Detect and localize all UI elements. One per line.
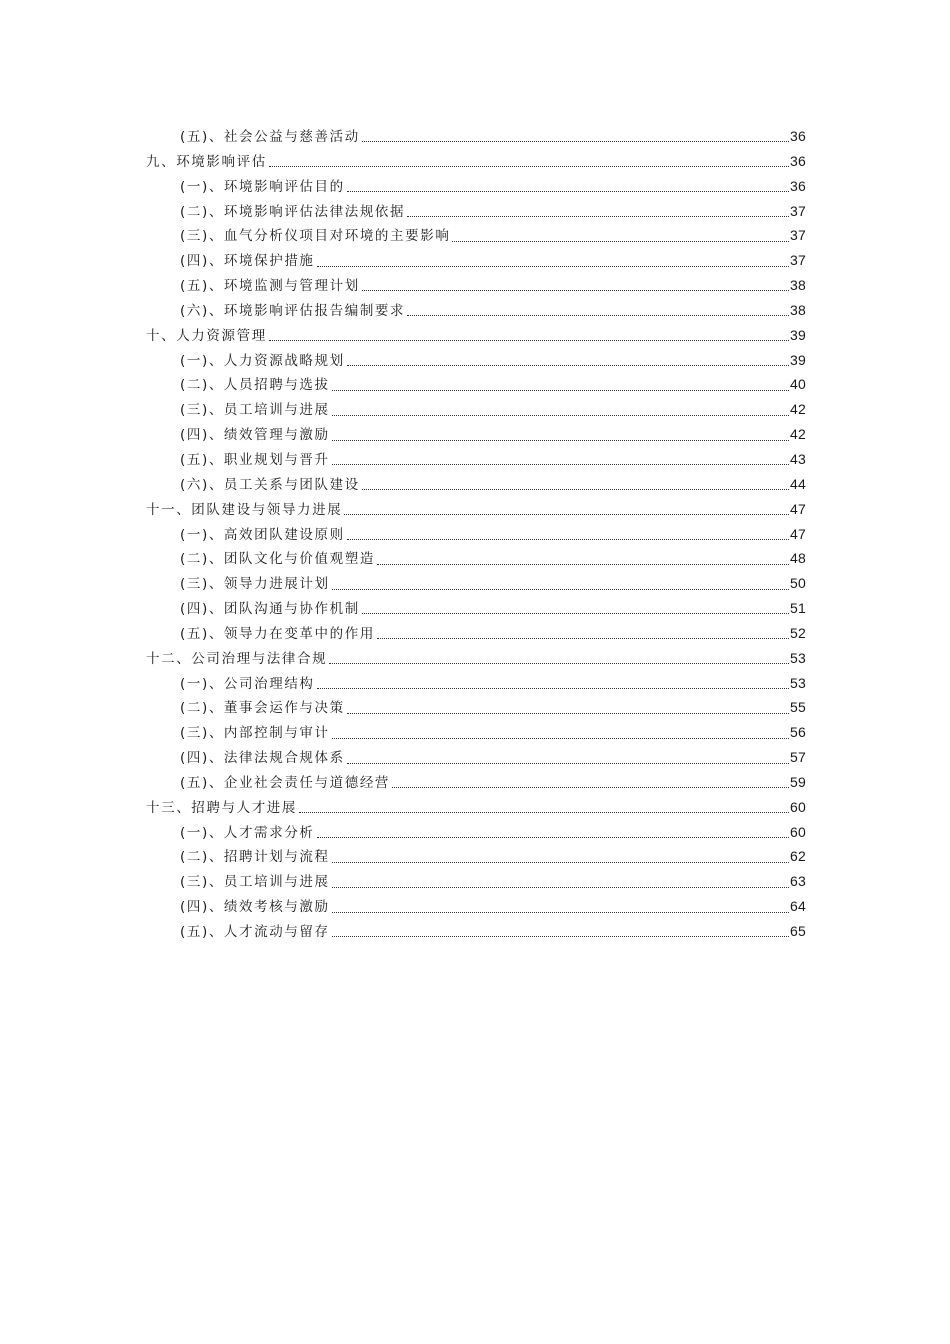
toc-page-number: 36 <box>790 177 806 194</box>
toc-entry-label: (四)、绩效考核与激励 <box>180 899 330 916</box>
toc-section-entry[interactable] <box>146 671 806 696</box>
toc-page-number: 47 <box>790 500 806 517</box>
table-of-contents <box>146 124 806 944</box>
toc-page-number: 63 <box>790 873 806 890</box>
toc-section-entry[interactable] <box>146 273 806 298</box>
toc-entry-label: 十三、招聘与人才进展 <box>146 799 297 816</box>
toc-entry-label: (一)、人力资源战略规划 <box>180 352 345 369</box>
toc-page-number: 38 <box>790 301 806 318</box>
toc-section-entry[interactable] <box>146 348 806 373</box>
toc-section-entry[interactable] <box>146 596 806 621</box>
toc-page-number: 56 <box>790 724 806 741</box>
toc-page-number: 36 <box>790 152 806 169</box>
toc-section-entry[interactable] <box>146 372 806 397</box>
toc-entry-label: (四)、绩效管理与激励 <box>180 427 330 444</box>
toc-section-entry[interactable] <box>146 199 806 224</box>
toc-entry-label: (一)、公司治理结构 <box>180 675 315 692</box>
toc-section-entry[interactable] <box>146 422 806 447</box>
toc-dot-leader <box>347 712 789 714</box>
toc-dot-leader <box>317 265 789 267</box>
toc-dot-leader <box>332 463 789 465</box>
toc-entry-label: 十、人力资源管理 <box>146 327 267 344</box>
toc-page-number: 43 <box>790 450 806 467</box>
toc-dot-leader <box>317 687 789 689</box>
toc-section-entry[interactable] <box>146 695 806 720</box>
toc-section-entry[interactable] <box>146 720 806 745</box>
toc-dot-leader <box>332 588 789 590</box>
toc-entry-label: (五)、职业规划与晋升 <box>180 451 330 468</box>
toc-entry-label: (二)、招聘计划与流程 <box>180 849 330 866</box>
toc-page-number: 39 <box>790 326 806 343</box>
toc-entry-label: (五)、人才流动与留存 <box>180 924 330 940</box>
toc-chapter-entry[interactable] <box>146 323 806 348</box>
toc-entry-label: (四)、团队沟通与协作机制 <box>180 601 360 618</box>
toc-dot-leader <box>377 637 789 639</box>
toc-entry-label: 九、环境影响评估 <box>146 153 267 170</box>
toc-chapter-entry[interactable] <box>146 149 806 174</box>
toc-entry-label: (二)、环境影响评估法律法规依据 <box>180 203 406 220</box>
toc-section-entry[interactable] <box>146 869 806 894</box>
toc-dot-leader <box>332 414 789 416</box>
toc-dot-leader <box>269 339 789 341</box>
toc-page-number: 65 <box>790 923 806 939</box>
toc-section-entry[interactable] <box>146 248 806 273</box>
toc-page-number: 48 <box>790 550 806 567</box>
toc-dot-leader <box>347 190 789 192</box>
toc-dot-leader <box>317 836 789 838</box>
toc-page-number: 38 <box>790 277 806 294</box>
toc-section-entry[interactable] <box>146 770 806 795</box>
toc-dot-leader <box>362 612 789 614</box>
toc-section-entry[interactable] <box>146 745 806 770</box>
toc-dot-leader <box>332 861 789 863</box>
toc-dot-leader <box>377 563 789 565</box>
toc-dot-leader <box>299 811 789 813</box>
toc-page-number: 37 <box>790 227 806 244</box>
toc-entry-label: (三)、血气分析仪项目对环境的主要影响 <box>180 228 451 245</box>
toc-dot-leader <box>452 240 789 242</box>
toc-section-entry[interactable] <box>146 820 806 845</box>
toc-dot-leader <box>332 911 789 913</box>
toc-page-number: 57 <box>790 749 806 766</box>
toc-entry-label: (三)、员工培训与进展 <box>180 402 330 419</box>
toc-dot-leader <box>392 786 789 788</box>
toc-chapter-entry[interactable] <box>146 497 806 522</box>
toc-dot-leader <box>347 762 789 764</box>
toc-dot-leader <box>332 389 789 391</box>
toc-page-number: 55 <box>790 699 806 716</box>
toc-chapter-entry[interactable] <box>146 795 806 820</box>
toc-page-number: 50 <box>790 575 806 592</box>
toc-section-entry[interactable] <box>146 397 806 422</box>
toc-page-number: 60 <box>790 798 806 815</box>
toc-section-entry[interactable] <box>146 447 806 472</box>
toc-section-entry[interactable] <box>146 174 806 199</box>
toc-page-number: 37 <box>790 252 806 269</box>
toc-page-number: 39 <box>790 351 806 368</box>
toc-page-number: 59 <box>790 773 806 790</box>
toc-dot-leader <box>407 314 789 316</box>
toc-page-number: 53 <box>790 649 806 666</box>
toc-page-number: 37 <box>790 202 806 219</box>
toc-entry-label: (四)、法律法规合规体系 <box>180 750 345 767</box>
toc-entry-label: 十一、团队建设与领导力进展 <box>146 501 343 518</box>
toc-page-number: 42 <box>790 426 806 443</box>
toc-entry-label: (五)、领导力在变革中的作用 <box>180 625 375 642</box>
toc-entry-label: (二)、人员招聘与选拔 <box>180 377 330 394</box>
toc-dot-leader <box>332 737 789 739</box>
toc-dot-leader <box>362 289 789 291</box>
toc-entry-label: (六)、环境影响评估报告编制要求 <box>180 302 406 319</box>
toc-page-number: 64 <box>790 898 806 915</box>
toc-section-entry[interactable] <box>146 919 806 944</box>
toc-page-number: 42 <box>790 401 806 418</box>
toc-entry-label: 十二、公司治理与法律合规 <box>146 650 328 667</box>
toc-section-entry[interactable] <box>146 298 806 323</box>
toc-entry-label: (三)、员工培训与进展 <box>180 874 330 891</box>
toc-page-number: 44 <box>790 475 806 492</box>
toc-entry-label: (五)、社会公益与慈善活动 <box>180 129 360 145</box>
toc-section-entry[interactable] <box>146 472 806 497</box>
toc-dot-leader <box>269 165 789 167</box>
toc-page-number: 62 <box>790 848 806 865</box>
toc-page-number: 52 <box>790 624 806 641</box>
toc-section-entry[interactable] <box>146 844 806 869</box>
toc-entry-label: (五)、企业社会责任与道德经营 <box>180 774 391 791</box>
toc-entry-label: (三)、领导力进展计划 <box>180 576 330 593</box>
toc-entry-label: (二)、团队文化与价值观塑造 <box>180 551 375 568</box>
toc-entry-label: (四)、环境保护措施 <box>180 253 315 270</box>
toc-dot-leader <box>332 439 789 441</box>
toc-entry-label: (一)、环境影响评估目的 <box>180 178 345 195</box>
toc-dot-leader <box>362 140 789 142</box>
toc-entry-label: (一)、高效团队建设原则 <box>180 526 345 543</box>
toc-page-number: 53 <box>790 674 806 691</box>
toc-entry-label: (五)、环境监测与管理计划 <box>180 278 360 295</box>
toc-section-entry[interactable] <box>146 621 806 646</box>
toc-dot-leader <box>329 662 789 664</box>
toc-entry-label: (一)、人才需求分析 <box>180 824 315 841</box>
toc-dot-leader <box>344 513 789 515</box>
toc-dot-leader <box>332 935 789 937</box>
toc-entry-label: (三)、内部控制与审计 <box>180 725 330 742</box>
toc-dot-leader <box>407 215 789 217</box>
toc-section-entry[interactable] <box>146 571 806 596</box>
toc-section-entry[interactable] <box>146 124 806 149</box>
toc-dot-leader <box>347 364 789 366</box>
toc-entry-label: (六)、员工关系与团队建设 <box>180 476 360 493</box>
toc-section-entry[interactable] <box>146 546 806 571</box>
toc-section-entry[interactable] <box>146 894 806 919</box>
toc-section-entry[interactable] <box>146 223 806 248</box>
toc-entry-label: (二)、董事会运作与决策 <box>180 700 345 717</box>
toc-chapter-entry[interactable] <box>146 646 806 671</box>
toc-page-number: 36 <box>790 128 806 144</box>
toc-dot-leader <box>347 538 789 540</box>
toc-page-number: 51 <box>790 600 806 617</box>
toc-page-number: 47 <box>790 525 806 542</box>
toc-dot-leader <box>332 886 789 888</box>
toc-page-number: 60 <box>790 823 806 840</box>
toc-dot-leader <box>362 488 789 490</box>
toc-page-number: 40 <box>790 376 806 393</box>
toc-section-entry[interactable] <box>146 522 806 547</box>
